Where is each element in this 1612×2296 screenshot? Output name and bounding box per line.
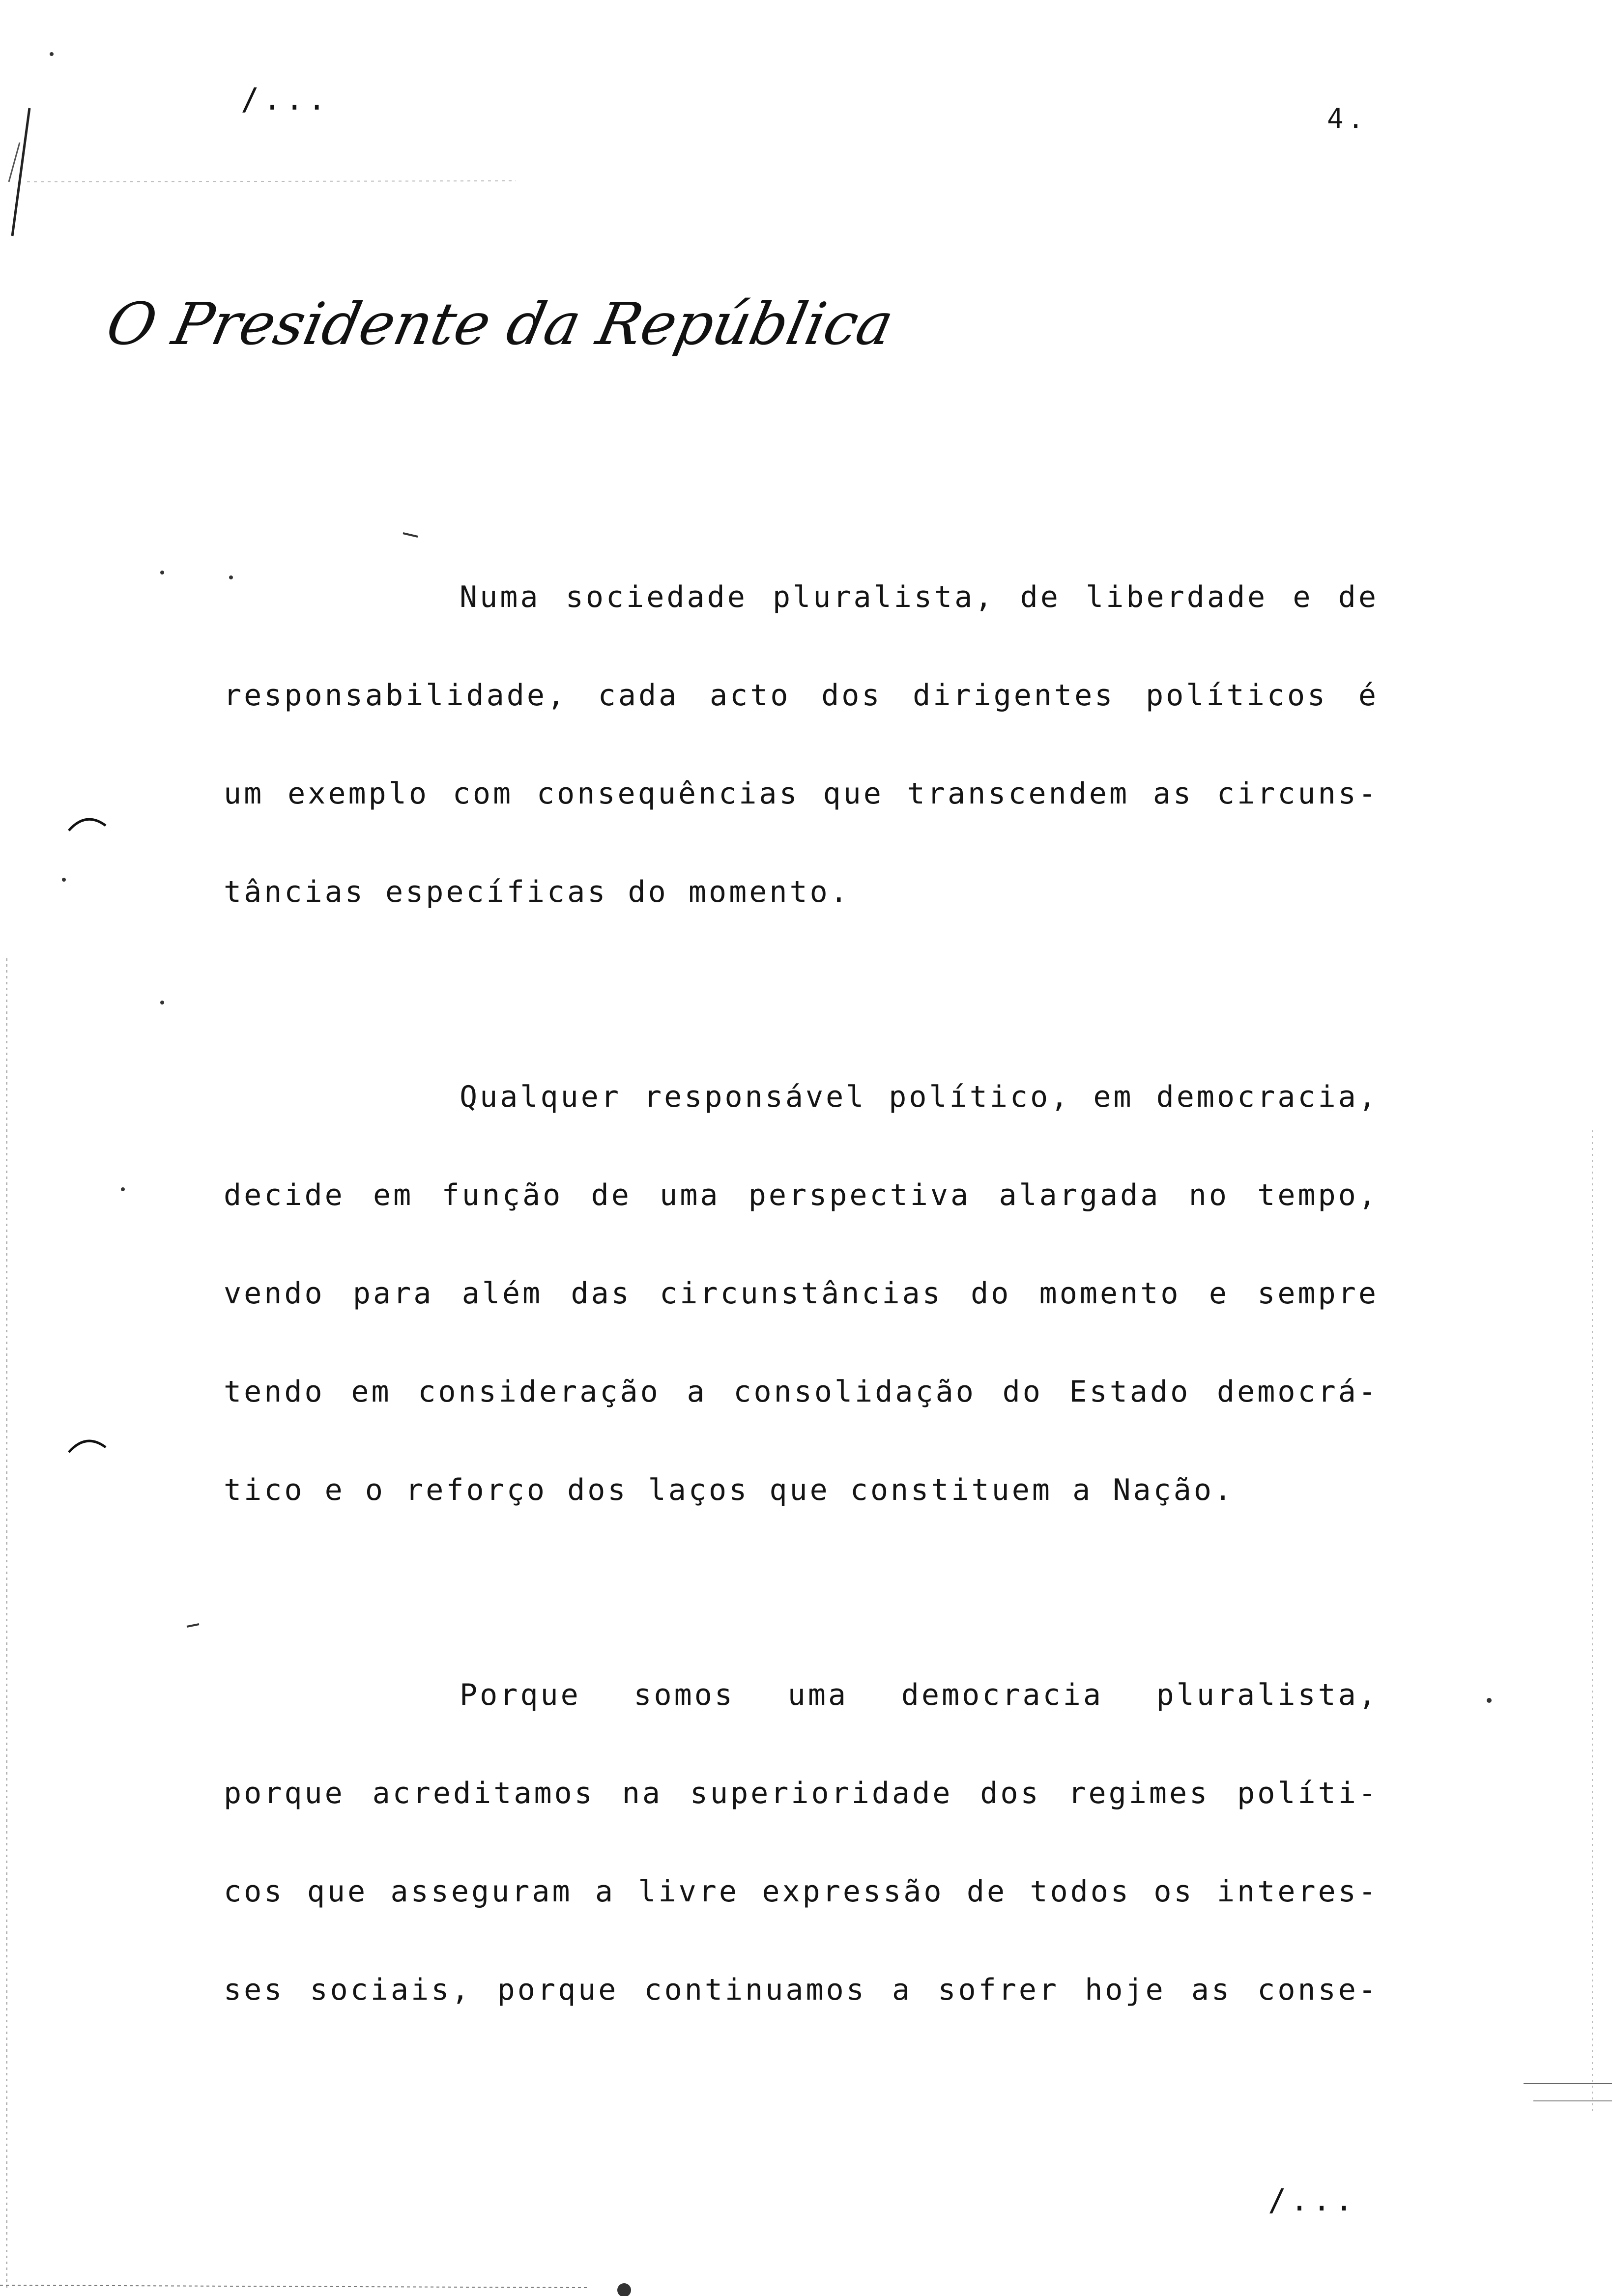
document-body: [224, 548, 1379, 2146]
letterhead-signature-title: O Presidente da República: [101, 290, 899, 358]
paragraph-1: [224, 548, 1379, 941]
text-line: ses sociais, porque continuamos a sofrer hoje as conse-: [224, 1973, 1379, 2007]
continuation-mark-top: /...: [241, 81, 330, 117]
continuation-mark-bottom: /...: [1268, 2182, 1357, 2218]
text-line: um exemplo com consequências que transcendem as circuns-: [224, 776, 1379, 811]
text-line: Porque somos uma democracia pluralista,: [460, 1678, 1379, 1712]
text-line: tico e o reforço dos laços que constituem a Nação.: [224, 1473, 1235, 1507]
text-line: porque acreditamos na superioridade dos regimes políti-: [224, 1776, 1379, 1810]
page-number: 4.: [1327, 103, 1368, 135]
text-line: Qualquer responsável político, em democracia,: [460, 1080, 1379, 1114]
text-line: responsabilidade, cada acto dos dirigentes políticos é: [224, 678, 1379, 713]
paragraph-3: [224, 1646, 1379, 2039]
text-line: tendo em consideração a consolidação do Estado democrá-: [224, 1375, 1379, 1409]
text-line: tâncias específicas do momento.: [224, 875, 850, 909]
text-line: cos que asseguram a livre expressão de todos os interes-: [224, 1874, 1379, 1909]
text-line: vendo para além das circunstâncias do momento e sempre: [224, 1276, 1379, 1311]
paragraph-2: [224, 1048, 1379, 1539]
text-line: decide em função de uma perspectiva alargada no tempo,: [224, 1178, 1379, 1212]
text-line: Numa sociedade pluralista, de liberdade e de: [460, 580, 1379, 614]
